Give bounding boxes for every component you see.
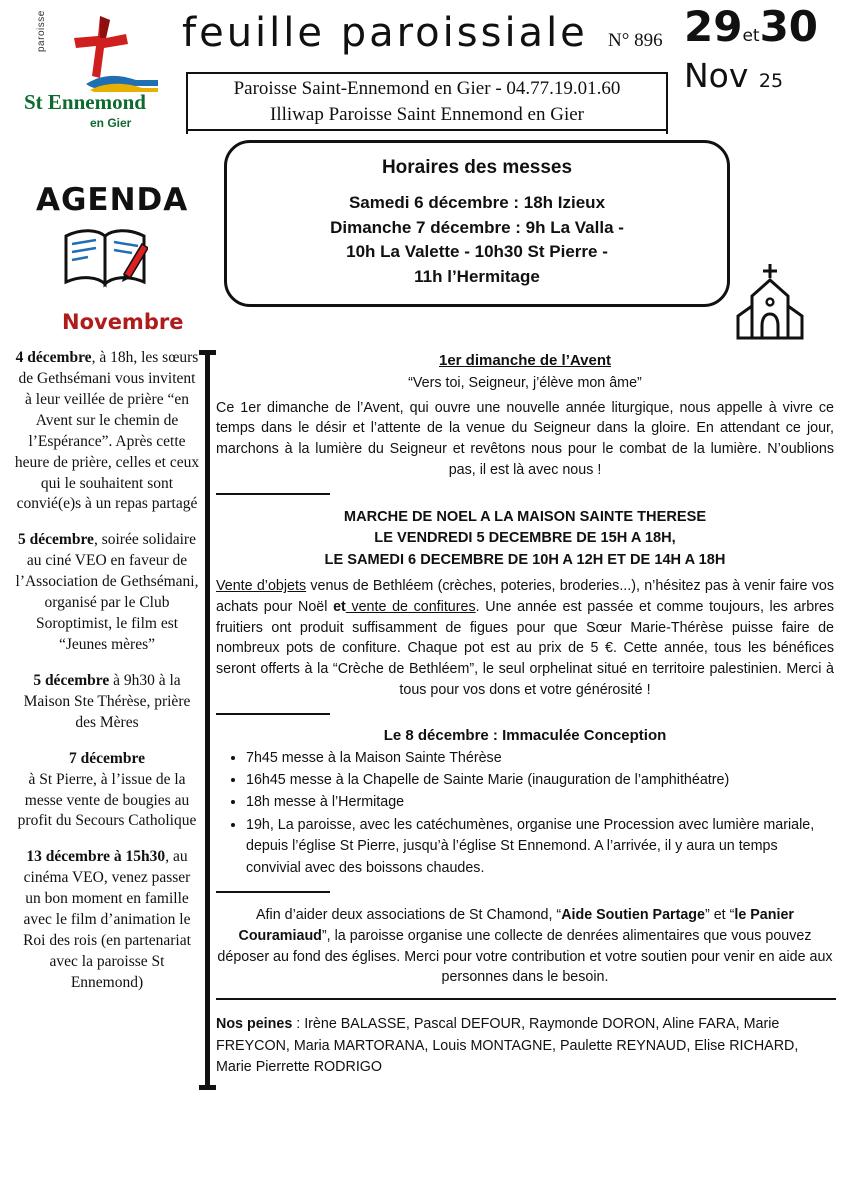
agenda-timeline-bar [205, 350, 210, 1090]
collecte-text-3: ”, la paroisse organise une collecte de denrées alimentaires que vous pouvez déposer au fond des églises. Merci pour votre contribution et votre soutien pour venir en aide aux personnes dans le besoin. [217, 927, 833, 986]
collecte-assoc-1: Aide Soutien Partage [561, 907, 705, 924]
rule-tick-right [666, 74, 668, 134]
issue-month-label: Nov [684, 56, 749, 95]
section-collecte [216, 905, 834, 988]
marche-body-part1: venus de Bethléem (crèches, poteries, broderies...), n’hésitez pas à venir faire vos achats pour Noël [216, 578, 834, 615]
agenda-item [14, 348, 200, 515]
marche-heading-line: MARCHE DE NOEL A LA MAISON SAINTE THERESE [343, 508, 707, 525]
collecte-assoc-2: le Panier Couramiaud [238, 907, 794, 944]
page-header [0, 0, 848, 138]
agenda-item-date: 13 décembre à 15h30 [26, 848, 166, 866]
agenda-item-text: à 9h30 à la Maison Ste Thérèse, prière des Mères [23, 671, 191, 731]
marche-heading [216, 507, 834, 573]
marche-bold-et: et [333, 598, 346, 615]
church-icon [732, 262, 808, 342]
mass-line: Samedi 6 décembre : 18h Izieux [348, 193, 606, 212]
logo-parish-sub: en Gier [90, 116, 132, 130]
list-item: • 16h45 messe à la Chapelle de Sainte Marie (inauguration de l’amphithéatre) [246, 770, 834, 791]
agenda-heading: AGENDA [36, 182, 189, 218]
marche-heading-line: LE VENDREDI 5 DECEMBRE DE 15H A 18H, [374, 530, 676, 547]
agenda-item-text: à St Pierre, à l’issue de la messe vente de bougies au profit du Secours Catholique [17, 770, 197, 830]
issue-number: N° 896 [608, 30, 663, 51]
issue-date [684, 2, 834, 95]
agenda-item-date: 5 décembre [33, 671, 110, 689]
logo-word-paroisse: paroisse [36, 10, 47, 52]
mass-schedule-box [224, 140, 730, 307]
issue-date-days [684, 2, 834, 51]
mass-line: 11h l’Hermitage [414, 266, 540, 286]
logo-parish-name: St Ennemond [24, 90, 146, 114]
section-nos-peines [216, 1014, 834, 1078]
agenda-item-text: , à 18h, les sœurs de Gethsémani vous invitent à leur veillée de prière “en Avent sur le chemin de l’Espérance”. Après cette heure de prière, celles et ceux qui le souhaitent sont convié(e)s à un repas partagé [14, 349, 200, 513]
marche-underlined-confitures: vente de confitures [345, 598, 476, 615]
marche-underlined-objets: Vente d’objets [216, 578, 307, 595]
issue-day-second: 30 [759, 2, 819, 51]
list-item: • 19h, La paroisse, avec les catéchumènes, organise une Procession avec lumière mariale, depuis l’église St Pierre, jusqu’à l’église St Ennemond. A l’arrivée, il y aura un temps convivial avec des boissons chaudes. [246, 815, 834, 879]
agenda-item [14, 847, 200, 993]
immaculee-bullet-list [216, 748, 834, 880]
immaculee-title: Le 8 décembre : Immaculée Conception [383, 726, 667, 744]
section-divider [216, 493, 330, 495]
marche-body-part2: . Une année est passée et comme toujours, les arbres fruitiers ont produit suffisamment de figues pour que Sœur Marie-Thérèse puisse faire de nombreux pots de confiture. Chaque pot est au prix de 5 €. Cette année, tous les bénéfices seront offerts à la “Crèche de Bethléem”, le seul orphelinat situé en territoire palestinien. Merci à tous pour vos dons et votre générosité ! [216, 598, 835, 698]
agenda-month-label: Novembre [62, 310, 184, 334]
issue-day-join: et [742, 26, 760, 46]
agenda-item-date: 5 décembre [18, 531, 94, 549]
avent-quote: “Vers toi, Seigneur, j’élève mon âme” [408, 375, 642, 391]
masthead-block [182, 10, 632, 56]
section-divider [216, 891, 330, 893]
issue-date-month [684, 56, 834, 95]
nos-peines-names: : Irène BALASSE, Pascal DEFOUR, Raymonde DORON, Aline FARA, Marie FREYCON, Maria MARTORANA, Louis MONTAGNE, Paulette REYNAUD, Elise RICHARD, Marie Pierrette RODRIGO [216, 1016, 799, 1075]
issue-year-label: 25 [758, 70, 784, 92]
mass-schedule-lines [241, 191, 713, 290]
cross-icon [70, 14, 132, 80]
marche-body [216, 576, 834, 700]
main-content [216, 352, 834, 1078]
section-immaculee-conception [216, 727, 834, 880]
agenda-item-text: , soirée solidaire au ciné VEO en faveur de l’Association de Gethsémani, organisé par le Club Soroptimist, le film est “Jeunes mères” [15, 531, 199, 653]
agenda-item [14, 530, 200, 656]
section-divider [216, 713, 330, 715]
marche-heading-line: LE SAMEDI 6 DECEMBRE DE 10H A 12H ET DE 14H A 18H [324, 552, 726, 569]
agenda-item [14, 749, 200, 833]
mass-schedule-title: Horaires des messes [381, 157, 573, 178]
parish-contact-block [186, 72, 668, 131]
open-book-icon [62, 222, 148, 292]
issue-day-first: 29 [684, 2, 743, 51]
list-item: • 7h45 messe à la Maison Sainte Thérèse [246, 748, 834, 769]
agenda-item [14, 671, 200, 734]
rule-tick-left [186, 74, 188, 134]
agenda-item-date: 4 décembre [15, 349, 92, 366]
footer-divider [216, 998, 836, 1000]
agenda-item-text: , au cinéma VEO, venez passer un bon moment en famille avec le film d’animation le Roi des rois (en partenariat avec la paroisse St Ennemond) [23, 848, 191, 991]
mass-line: 10h La Valette - 10h30 St Pierre - [346, 242, 608, 262]
masthead-title: feuille paroissiale [182, 10, 588, 56]
list-item: • 18h messe à l’Hermitage [246, 792, 834, 813]
section-marche-de-noel [216, 507, 834, 701]
section-avent [216, 352, 834, 481]
illiwap-line: Illiwap Paroisse Saint Ennemond en Gier [270, 103, 584, 125]
avent-body: Ce 1er dimanche de l’Avent, qui ouvre une nouvelle année liturgique, nous appelle à vivre ce temps dans le désir et l’attente de la venue du Seigneur dans la gloire. En attendant ce jour, marchons à la lumière du Seigneur et revêtons nous pour le combat de la lumière. N’oublions pas, il est là avec nous ! [216, 399, 834, 478]
parish-logo [18, 8, 168, 136]
collecte-body [216, 905, 834, 988]
collecte-text-1: Afin d’aider deux associations de St Chamond, “ [256, 907, 562, 924]
agenda-item-date: 7 décembre [69, 749, 145, 767]
collecte-text-2: ” et “ [704, 907, 735, 924]
parish-line: Paroisse Saint-Ennemond en Gier - 04.77.19.01.60 [233, 78, 621, 99]
nos-peines-label: Nos peines [216, 1016, 293, 1033]
agenda-items [14, 348, 200, 1009]
avent-title: 1er dimanche de l’Avent [438, 352, 611, 369]
mass-line: Dimanche 7 décembre : 9h La Valla - [330, 217, 624, 237]
